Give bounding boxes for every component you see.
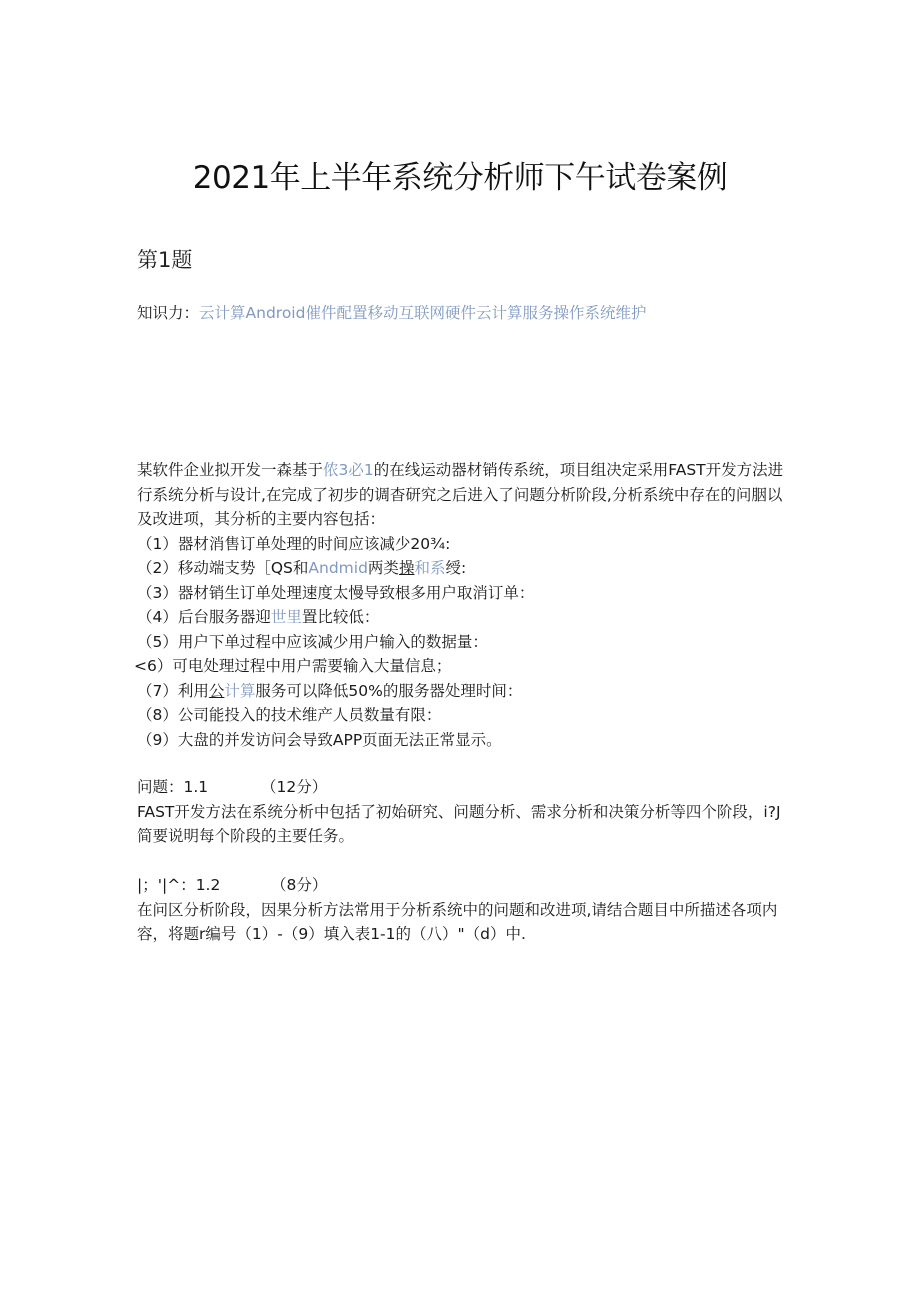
list-item: <6）可电处理过程中用户需要输入大量信息； (134, 657, 452, 675)
item-text: （7）利用 (137, 681, 209, 700)
item-link[interactable]: 和系 (414, 559, 446, 577)
intro-text-2: 的在线运动器材销传系统，项目组决定采用FAST开发方法进行系统分析与设计,在完成了初步的调杳研究之后进入了问题分析阶段,分析系统中存在的问胭以及改进项，其分析的主要内容包括： (137, 461, 784, 528)
question-2-header (137, 873, 792, 898)
item-text: （2）移动端支势［QS和 (137, 559, 309, 577)
item-link[interactable]: 计算 (224, 681, 256, 700)
list-item: （9）大盘的并发访问会导致APP页面无法正常显示。 (137, 730, 502, 749)
list-item (137, 556, 792, 581)
question-2-score: （8分） (271, 876, 328, 894)
list-item: （1）器材消售订单处理的时间应该减少20¾: (137, 534, 451, 553)
question-1-label: 问题：1.1 (137, 778, 209, 796)
intro-text-1: 某软件企业拟开发一森基于 (137, 461, 324, 479)
question-1-header (137, 775, 792, 800)
question-2-label: |；'|^：1.2 (137, 876, 221, 894)
question-number: 第1题 (137, 248, 193, 272)
question-2-text: 在问区分析阶段，因果分析方法常用于分析系统中的问题和改进项,请结合题目中所描述各项内容，将题r编号（1）-（9）填入表1-1的（八）"（d）中. (137, 900, 778, 943)
list-item (137, 605, 792, 630)
list-item (137, 679, 792, 704)
knowledge-topics-link[interactable]: 云计算Android催件配置移动互联网硬件云计算服务操作系统维护 (199, 304, 647, 322)
item-link[interactable]: 世里 (270, 608, 302, 626)
intro-paragraph (137, 458, 792, 532)
knowledge-points (137, 301, 646, 323)
list-item: （3）器材销生订单处理速度太慢导致根多用户取消订单： (137, 583, 535, 602)
item-link[interactable]: Andmid (308, 559, 368, 577)
question-2 (137, 873, 792, 947)
item-underlined-text: 操 (398, 559, 415, 577)
question-1-text: FAST开发方法在系统分析中包括了初始研究、问题分析、需求分析和决策分析等四个阶段，i?J简要说明每个阶段的主要任务。 (137, 802, 781, 845)
list-item: （8）公司能投入的技术维产人员数量有限： (137, 706, 442, 724)
question-1-score: （12分） (261, 778, 328, 796)
item-underlined-text: 公 (208, 681, 225, 700)
document-title: 2021年上半年系统分析师下午试卷案例 (192, 160, 728, 196)
question-body (134, 458, 792, 752)
question-1 (137, 775, 792, 849)
item-text: 置比较低： (301, 608, 380, 626)
list-item: （5）用户下单过程中应该减少用户输入的数据量： (137, 632, 488, 651)
item-text: 两类 (367, 559, 399, 577)
item-text: 绶: (445, 559, 467, 577)
item-text: （4）后台服务器迎 (137, 608, 271, 626)
knowledge-label: 知识力： (137, 304, 200, 322)
item-text: 服务可以降低50%的服务器处理时间： (255, 681, 523, 700)
intro-link[interactable]: 侬3必1 (323, 461, 374, 479)
